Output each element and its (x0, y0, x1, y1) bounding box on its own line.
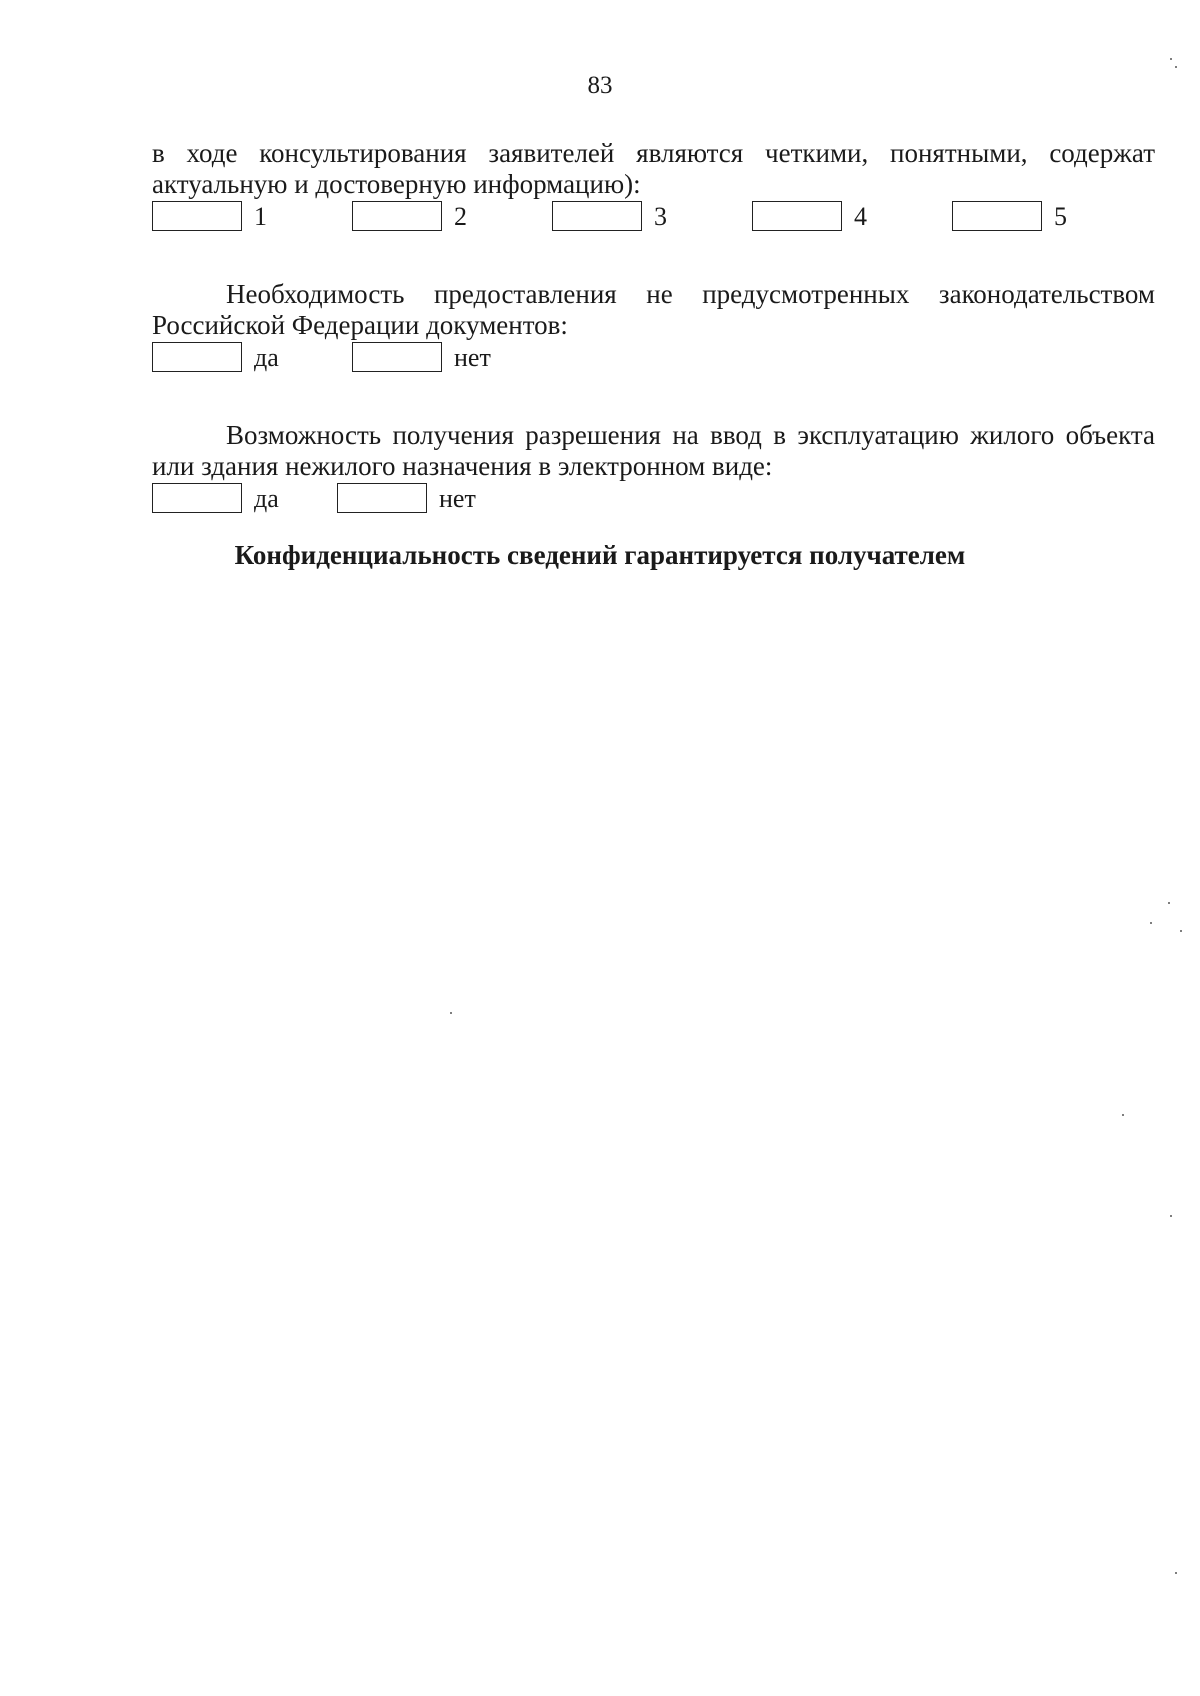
scan-speck (450, 1012, 452, 1014)
rating-question-section (152, 138, 1155, 237)
option-label-no: нет (439, 484, 476, 513)
rating-option-5 (952, 201, 1067, 233)
rating-option-1 (152, 201, 267, 233)
electronic-permit-no-checkbox[interactable] (337, 483, 427, 513)
electronic-permit-yes-checkbox[interactable] (152, 483, 242, 513)
option-label-yes: да (254, 484, 279, 513)
option-label-yes: да (254, 343, 279, 372)
rating-checkbox-3[interactable] (552, 201, 642, 231)
questionnaire-content (152, 138, 1155, 519)
rating-checkbox-4[interactable] (752, 201, 842, 231)
extra-documents-question-section (152, 279, 1155, 378)
rating-option-label: 5 (1054, 202, 1067, 231)
extra-documents-options-row (152, 342, 1155, 378)
scan-speck (1168, 902, 1170, 904)
extra-documents-option-no (352, 342, 491, 374)
extra-documents-option-yes (152, 342, 279, 374)
rating-option-2 (352, 201, 467, 233)
scan-speck (1180, 930, 1182, 932)
scan-speck (1175, 1572, 1177, 1574)
electronic-permit-option-yes (152, 483, 279, 515)
rating-option-label: 1 (254, 202, 267, 231)
page-number: 83 (587, 72, 613, 99)
extra-documents-no-checkbox[interactable] (352, 342, 442, 372)
scan-speck (1122, 1114, 1124, 1116)
electronic-permit-question-section (152, 420, 1155, 519)
scan-speck (1175, 66, 1177, 68)
extra-documents-question-text: Необходимость предоставления не предусмотренных законодательством Российской Федерации документов: (152, 279, 1155, 340)
rating-option-4 (752, 201, 867, 233)
scan-speck (1170, 58, 1172, 60)
scan-speck (1170, 1215, 1172, 1217)
scan-speck (1150, 922, 1152, 924)
rating-option-label: 3 (654, 202, 667, 231)
section-spacer (152, 237, 1155, 279)
rating-option-label: 4 (854, 202, 867, 231)
rating-checkbox-2[interactable] (352, 201, 442, 231)
confidentiality-statement: Конфиденциальность сведений гарантируется получателем (234, 540, 966, 570)
electronic-permit-question-text: Возможность получения разрешения на ввод в эксплуатацию жилого объекта или здания нежилого назначения в электронном виде: (152, 420, 1155, 481)
option-label-no: нет (454, 343, 491, 372)
rating-checkbox-5[interactable] (952, 201, 1042, 231)
rating-option-label: 2 (454, 202, 467, 231)
electronic-permit-option-no (337, 483, 476, 515)
electronic-permit-options-row (152, 483, 1155, 519)
section-spacer (152, 378, 1155, 420)
rating-option-3 (552, 201, 667, 233)
rating-options-row (152, 201, 1155, 237)
extra-documents-yes-checkbox[interactable] (152, 342, 242, 372)
rating-checkbox-1[interactable] (152, 201, 242, 231)
rating-question-text: в ходе консультирования заявителей являются четкими, понятными, содержат актуальную и достоверную информацию): (152, 138, 1155, 199)
